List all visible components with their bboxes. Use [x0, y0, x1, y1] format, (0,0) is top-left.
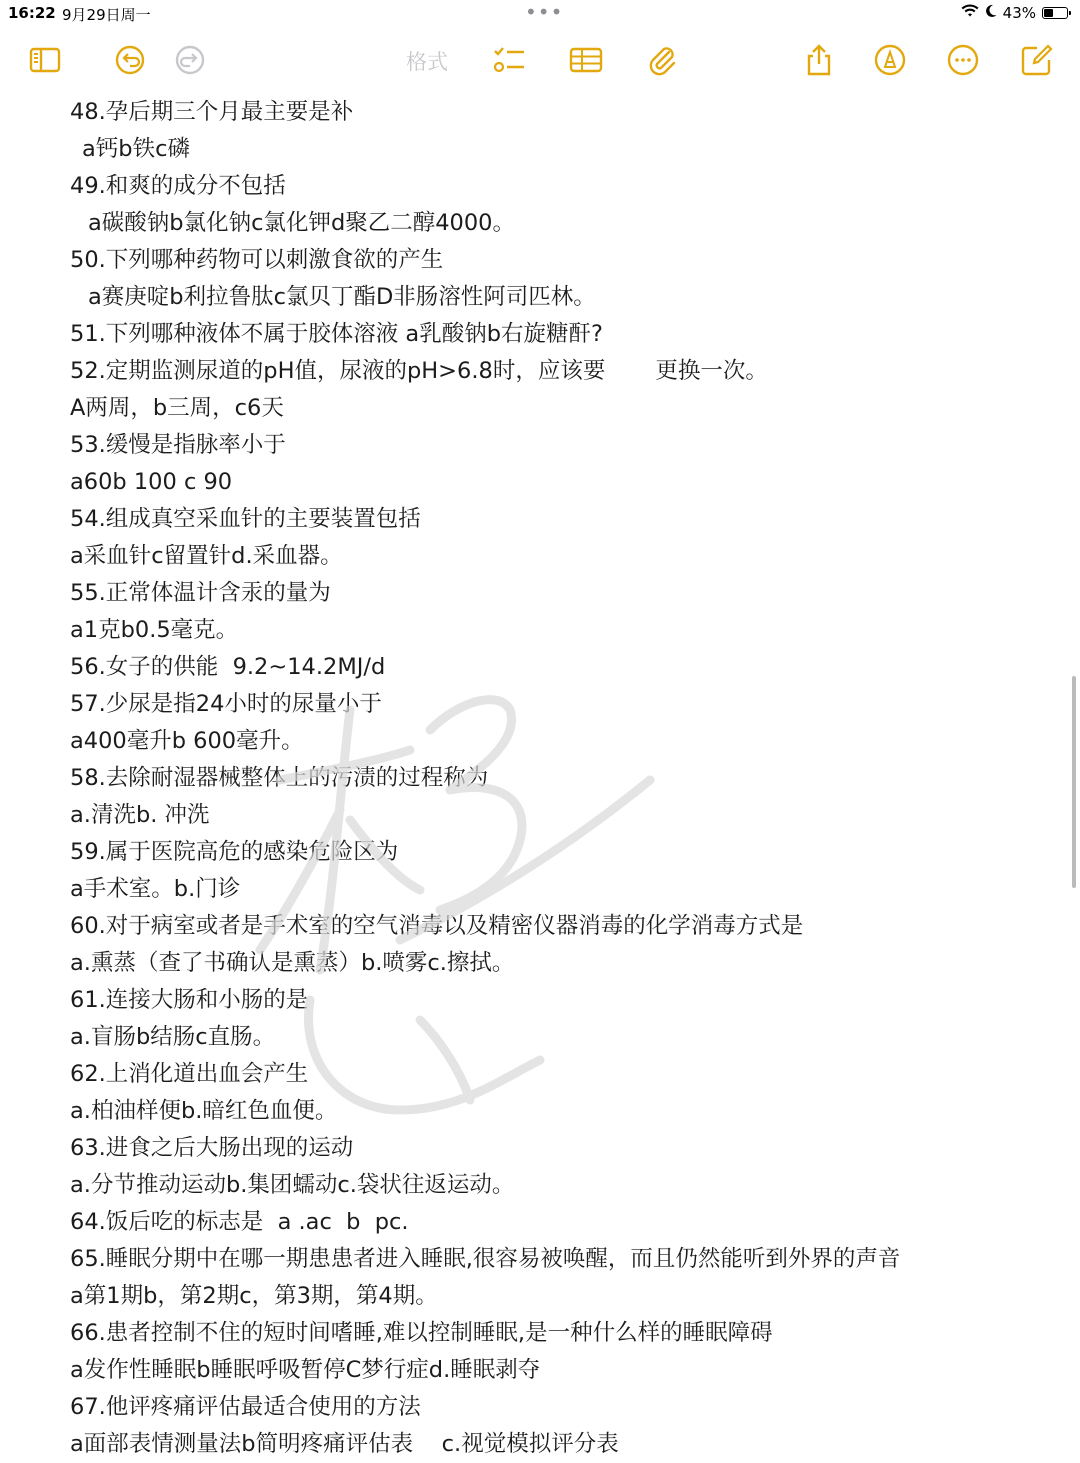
note-line: 55.正常体温计含汞的量为 [70, 580, 331, 606]
note-line: 64.饭后吃的标志是 a .ac b pc. [70, 1209, 409, 1235]
note-line: 56.女子的供能 9.2~14.2MJ/d [70, 654, 386, 680]
note-line: a手术室。b.门诊 [70, 876, 241, 902]
share-icon [802, 43, 836, 77]
note-line: a.熏蒸（查了书确认是熏蒸）b.喷雾c.擦拭。 [70, 950, 515, 976]
note-line: a.柏油样便b.暗红色血便。 [70, 1098, 338, 1124]
share-button[interactable] [801, 42, 837, 78]
markup-pen-icon [873, 43, 907, 77]
wifi-icon [961, 4, 979, 22]
status-time: 16:22 [8, 4, 56, 22]
note-line: a碳酸钠b氯化钠c氯化钾d聚乙二醇4000。 [88, 210, 515, 236]
ellipsis-icon [946, 43, 980, 77]
compose-icon [1020, 43, 1054, 77]
scroll-indicator[interactable] [1072, 676, 1076, 888]
status-bar [0, 0, 1080, 26]
status-date: 9月29日周一 [62, 6, 151, 24]
note-line: 49.和爽的成分不包括 [70, 173, 286, 199]
undo-icon [113, 43, 147, 77]
note-line: 54.组成真空采血针的主要装置包括 [70, 506, 421, 532]
checklist-icon [492, 43, 526, 77]
note-line: a面部表情测量法b简明疼痛评估表 c.视觉模拟评分表 [70, 1431, 619, 1457]
note-line: a400毫升b 600毫升。 [70, 728, 304, 754]
format-button[interactable]: 格式 [406, 50, 448, 74]
note-line: A两周，b三周，c6天 [70, 395, 284, 421]
note-line: 62.上消化道出血会产生 [70, 1061, 309, 1087]
note-line: a钙b铁c磷 [82, 136, 190, 162]
undo-button[interactable] [112, 42, 148, 78]
new-note-button[interactable] [1019, 42, 1055, 78]
redo-button[interactable] [172, 42, 208, 78]
note-line: 65.睡眠分期中在哪一期患患者进入睡眠,很容易被唤醒，而且仍然能听到外界的声音 [70, 1246, 901, 1272]
battery-percent: 43% [1002, 4, 1036, 22]
note-body[interactable] [70, 94, 1040, 1463]
note-line: 66.患者控制不住的短时间嗜睡,难以控制睡眠,是一种什么样的睡眠障碍 [70, 1320, 773, 1346]
note-line: a采血针c留置针d.采血器。 [70, 543, 343, 569]
table-button[interactable] [568, 42, 604, 78]
note-line: a.盲肠b结肠c直肠。 [70, 1024, 276, 1050]
status-indicators [961, 4, 1068, 22]
multitasking-dots[interactable]: ••• [525, 0, 564, 24]
note-line: a第1期b，第2期c，第3期，第4期。 [70, 1283, 438, 1309]
moon-icon [985, 4, 997, 22]
note-line: 52.定期监测尿道的pH值，尿液的pH>6.8时，应该要 更换一次。 [70, 358, 768, 384]
note-line: a1克b0.5毫克。 [70, 617, 239, 643]
table-icon [569, 43, 603, 77]
note-line: 59.属于医院高危的感染危险区为 [70, 839, 399, 865]
note-line: a发作性睡眠b睡眠呼吸暂停C梦行症d.睡眠剥夺 [70, 1357, 541, 1383]
note-line: a赛庚啶b利拉鲁肽c氯贝丁酯D非肠溶性阿司匹林。 [88, 284, 596, 310]
note-line: 58.去除耐湿器械整体上的污渍的过程称为 [70, 765, 489, 791]
notes-toolbar [0, 36, 1080, 84]
note-line: 48.孕后期三个月最主要是补 [70, 99, 354, 125]
note-line: 50.下列哪种药物可以刺激食欲的产生 [70, 247, 444, 273]
note-line: 63.进食之后大肠出现的运动 [70, 1135, 354, 1161]
note-line: 57.少尿是指24小时的尿量小于 [70, 691, 382, 717]
battery-icon [1042, 7, 1068, 19]
attachment-button[interactable] [644, 42, 680, 78]
note-line: 61.连接大肠和小肠的是 [70, 987, 309, 1013]
battery-fill [1044, 9, 1053, 17]
sidebar-toggle-button[interactable] [27, 42, 63, 78]
more-options-button[interactable] [945, 42, 981, 78]
note-line: a.清洗b. 冲洗 [70, 802, 210, 828]
note-line: a.分节推动运动b.集团蠕动c.袋状往返运动。 [70, 1172, 515, 1198]
markup-button[interactable] [872, 42, 908, 78]
note-line: 60.对于病室或者是手术室的空气消毒以及精密仪器消毒的化学消毒方式是 [70, 913, 804, 939]
sidebar-icon [28, 43, 62, 77]
note-line: a60b 100 c 90 [70, 469, 233, 495]
note-line: 53.缓慢是指脉率小于 [70, 432, 286, 458]
note-line: 51.下列哪种液体不属于胶体溶液 a乳酸钠b右旋糖酐? [70, 321, 603, 347]
checklist-button[interactable] [491, 42, 527, 78]
redo-icon [173, 43, 207, 77]
note-line: 67.他评疼痛评估最适合使用的方法 [70, 1394, 421, 1420]
paperclip-icon [645, 43, 679, 77]
